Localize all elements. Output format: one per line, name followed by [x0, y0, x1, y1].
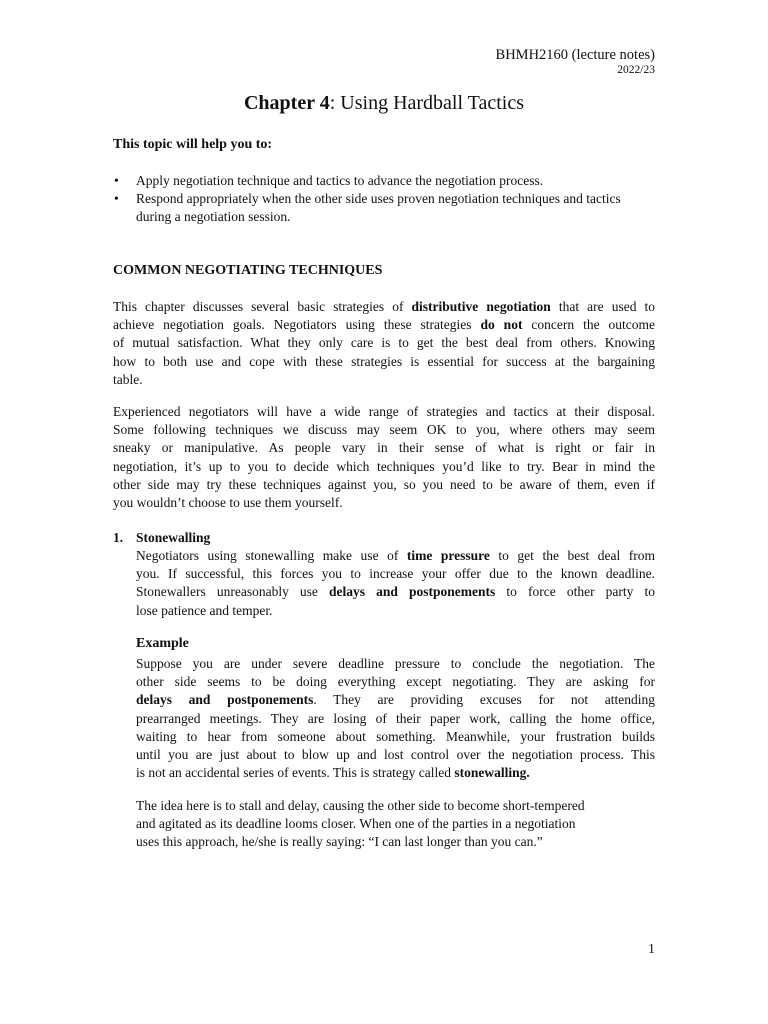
bold-term: stonewalling.: [454, 765, 530, 781]
bold-term: delays and postponements: [136, 692, 314, 708]
example-paragraph: [136, 655, 655, 782]
text-line: uses this approach, he/she is really saying: “I can last longer than you can.”: [136, 834, 543, 850]
chapter-separator: :: [329, 92, 341, 114]
technique-description: [136, 547, 655, 620]
text-line: you. If successful, this forces you to increase your offer due to the known deadline.: [136, 566, 655, 582]
objective-item: • Respond appropriately when the other side uses proven negotiation techniques and tactics during a negotiation session.: [113, 190, 655, 226]
idea-paragraph: [136, 797, 655, 852]
text-run: that are used to: [550, 299, 655, 314]
chapter-label: Chapter 4: [243, 92, 330, 114]
text-line: other side seems to be doing everything except negotiating. They are asking for: [136, 674, 655, 690]
text-run: Stonewallers unreasonably use: [136, 584, 330, 600]
item-number: 1.: [113, 530, 124, 545]
text-line: [113, 298, 655, 316]
text-line: [136, 583, 655, 601]
chapter-title: [0, 92, 768, 115]
context-paragraph: [113, 403, 655, 512]
intro-paragraph: [113, 298, 655, 389]
text-line: and agitated as its deadline looms closer. When one of the parties in a negotiation: [136, 816, 576, 832]
text-line: lose patience and temper.: [136, 602, 273, 618]
text-line: until you are just about to blow up and lost control over the negotiation process. This: [136, 747, 655, 763]
text-line: [136, 547, 655, 565]
item-title: Stonewalling: [136, 530, 211, 545]
bold-term: do not: [480, 317, 523, 333]
bold-term: distributive negotiation: [411, 299, 551, 314]
text-line: [136, 764, 655, 782]
text-line: waiting to hear from someone about something. Meanwhile, your frustration builds: [136, 728, 655, 744]
learning-objectives-list: [113, 172, 655, 227]
text-run: to get the best deal from: [489, 548, 655, 563]
text-line: prearranged meetings. They are losing of their paper work, calling the home office,: [136, 710, 655, 726]
chapter-name: Using Hardball Tactics: [340, 92, 525, 114]
text-line: other side may try these techniques against you, so you need to be aware of them, even if: [113, 476, 655, 492]
text-line: [113, 316, 655, 334]
text-run: . They are providing excuses for not attending: [313, 692, 655, 708]
text-run: to force other party to: [495, 584, 656, 600]
course-code: BHMH2160 (lecture notes): [495, 47, 655, 63]
text-line: negotiation, it’s up to you to decide which techniques you’d like to try. Bear in mind the: [113, 458, 655, 474]
academic-year: 2022/23: [617, 64, 655, 76]
text-run: achieve negotiation goals. Negotiators using these strategies: [113, 317, 481, 333]
text-run: Negotiators using stonewalling make use of: [136, 548, 407, 563]
text-line: [136, 691, 655, 709]
text-line: Suppose you are under severe deadline pressure to conclude the negotiation. The: [136, 656, 655, 671]
text-run: This chapter discusses several basic strategies of: [113, 299, 412, 314]
text-line: how to both use and cope with these strategies is essential for success at the bargaining: [113, 353, 655, 369]
bold-term: time pressure: [406, 548, 490, 563]
text-line: Some following techniques we discuss may seem OK to you, where others may seem: [113, 422, 655, 438]
text-line: table.: [113, 371, 143, 387]
text-line: Experienced negotiators will have a wide range of strategies and tactics at their disposal.: [113, 404, 655, 419]
bold-term: delays and postponements: [329, 584, 496, 600]
section-heading: COMMON NEGOTIATING TECHNIQUES: [113, 263, 383, 278]
text-line: sneaky or manipulative. As people vary in their sense of what is right or fair in: [113, 440, 655, 456]
text-line: The idea here is to stall and delay, causing the other side to become short-tempered: [136, 798, 585, 813]
page-number: 1: [648, 942, 655, 957]
text-run: is not an accidental series of events. This is strategy called: [136, 765, 455, 781]
text-line: you wouldn’t choose to use them yourself.: [113, 495, 343, 511]
example-heading: Example: [136, 636, 189, 651]
objective-item: • Apply negotiation technique and tactics to advance the negotiation process.: [113, 172, 655, 190]
text-run: concern the outcome: [522, 317, 655, 333]
text-line: of mutual satisfaction. What they only care is to get the best deal from others. Knowing: [113, 335, 655, 351]
topic-heading: This topic will help you to:: [113, 137, 273, 152]
